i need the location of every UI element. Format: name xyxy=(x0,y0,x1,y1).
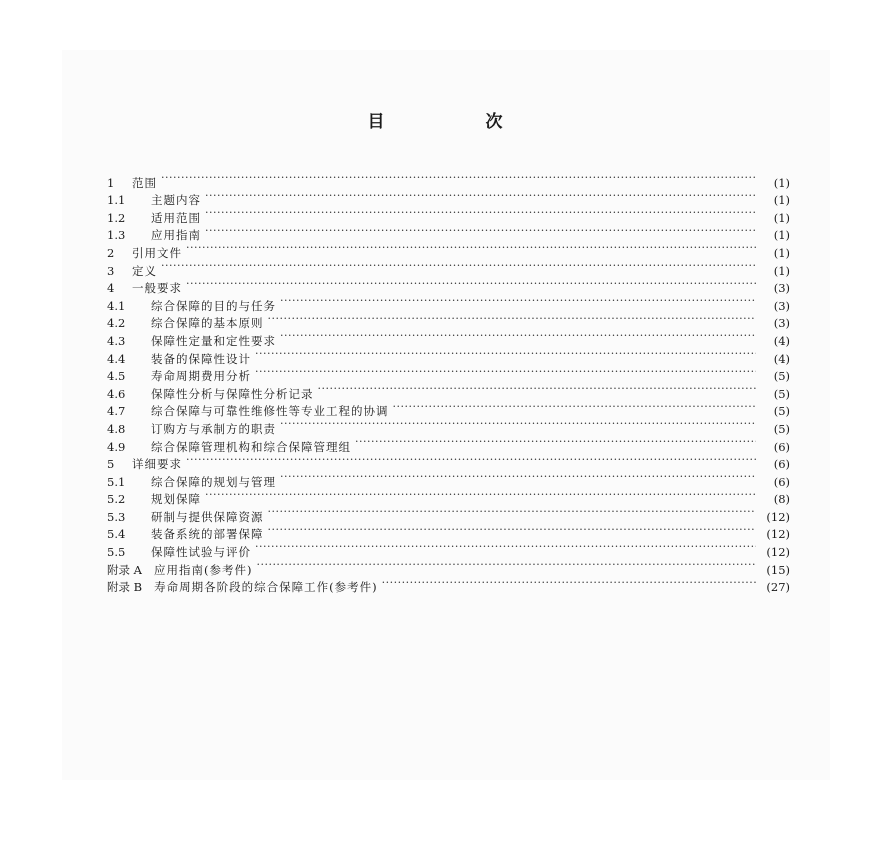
toc-entry-number: 4 xyxy=(107,281,115,296)
toc-entry-page: (5) xyxy=(773,386,790,401)
toc-entry-number: 4.2 xyxy=(107,316,126,331)
toc-entry-title: 定义 xyxy=(132,263,157,278)
dot-leader xyxy=(161,169,756,187)
toc-entry-number: 4.4 xyxy=(107,351,126,366)
toc-entry-page: (12) xyxy=(766,509,790,524)
toc-entry-page: (3) xyxy=(773,298,790,313)
toc-entry[interactable] xyxy=(107,222,790,243)
toc-entry-title: 寿命周期各阶段的综合保障工作(参考件) xyxy=(154,580,378,595)
toc-entry-page: (6) xyxy=(773,457,790,472)
toc-entry-title: 综合保障管理机构和综合保障管理组 xyxy=(151,439,351,454)
toc-entry-page: (1) xyxy=(773,210,790,225)
toc-entry-number: 4.1 xyxy=(107,298,126,313)
dot-leader xyxy=(393,398,757,416)
toc-entry[interactable] xyxy=(107,239,790,260)
toc-entry[interactable] xyxy=(107,486,790,507)
dot-leader xyxy=(268,503,757,521)
toc-title: 目 次 xyxy=(367,112,545,132)
toc-entry-number: 附录 B xyxy=(107,580,143,595)
toc-entry-number: 5 xyxy=(107,457,115,472)
toc-entry-number: 附录 A xyxy=(107,562,142,577)
toc-entry-page: (1) xyxy=(773,228,790,243)
toc-entry-page: (4) xyxy=(773,333,790,348)
toc-entry-number: 5.2 xyxy=(107,492,126,507)
dot-leader xyxy=(268,521,757,539)
toc-entry-page: (5) xyxy=(773,404,790,419)
toc-entry-number: 2 xyxy=(107,245,115,260)
toc-entry-title: 一般要求 xyxy=(132,281,182,296)
toc-entry-page: (15) xyxy=(766,562,790,577)
toc-entry-page: (27) xyxy=(766,580,790,595)
toc-entry-page: (8) xyxy=(773,492,790,507)
toc-entry-title: 装备系统的部署保障 xyxy=(151,527,264,542)
toc-entry-title: 寿命周期费用分析 xyxy=(151,369,251,384)
table-of-contents xyxy=(107,169,790,595)
toc-entry-title: 综合保障的规划与管理 xyxy=(151,474,276,489)
dot-leader xyxy=(280,327,756,345)
toc-entry[interactable] xyxy=(107,468,790,489)
toc-entry-page: (1) xyxy=(773,193,790,208)
toc-entry-number: 4.3 xyxy=(107,333,126,348)
toc-entry-page: (4) xyxy=(773,351,790,366)
toc-entry-number: 5.3 xyxy=(107,509,126,524)
toc-entry-number: 4.6 xyxy=(107,386,126,401)
toc-entry-title: 保障性定量和定性要求 xyxy=(151,333,276,348)
toc-entry[interactable] xyxy=(107,187,790,208)
toc-entry[interactable] xyxy=(107,257,790,278)
dot-leader xyxy=(205,204,756,222)
toc-entry-title: 综合保障的目的与任务 xyxy=(151,298,276,313)
dot-leader xyxy=(255,363,756,381)
dot-leader xyxy=(280,415,756,433)
toc-entry-title: 适用范围 xyxy=(151,210,201,225)
dot-leader xyxy=(186,451,756,469)
toc-entry-number: 5.1 xyxy=(107,474,126,489)
toc-entry-page: (3) xyxy=(773,316,790,331)
toc-entry-number: 5.5 xyxy=(107,545,126,560)
toc-entry-number: 4.8 xyxy=(107,421,126,436)
toc-entry-title: 研制与提供保障资源 xyxy=(151,509,264,524)
dot-leader xyxy=(186,239,756,257)
dot-leader xyxy=(161,257,756,275)
toc-entry[interactable] xyxy=(107,204,790,225)
dot-leader xyxy=(280,468,756,486)
toc-entry-number: 1.3 xyxy=(107,228,126,243)
dot-leader xyxy=(280,292,756,310)
toc-entry-title: 应用指南(参考件) xyxy=(153,562,253,577)
toc-entry[interactable] xyxy=(107,169,790,190)
toc-entry-title: 保障性分析与保障性分析记录 xyxy=(151,386,314,401)
toc-entry-page: (6) xyxy=(773,474,790,489)
toc-entry-page: (1) xyxy=(773,175,790,190)
toc-entry-number: 3 xyxy=(107,263,115,278)
toc-entry-title: 引用文件 xyxy=(132,245,182,260)
toc-entry-number: 4.5 xyxy=(107,369,126,384)
toc-entry-page: (3) xyxy=(773,281,790,296)
toc-entry[interactable] xyxy=(107,275,790,296)
dot-leader xyxy=(205,486,756,504)
dot-leader xyxy=(205,222,756,240)
toc-entry-number: 4.9 xyxy=(107,439,126,454)
toc-entry-title: 规划保障 xyxy=(151,492,201,507)
toc-entry-title: 范围 xyxy=(132,175,157,190)
toc-entry[interactable] xyxy=(107,503,790,524)
toc-entry-title: 装备的保障性设计 xyxy=(151,351,251,366)
toc-entry-number: 1.1 xyxy=(107,193,126,208)
toc-entry-page: (12) xyxy=(766,527,790,542)
toc-entry-number: 5.4 xyxy=(107,527,126,542)
dot-leader xyxy=(268,310,757,328)
toc-entry-title: 保障性试验与评价 xyxy=(151,545,251,560)
toc-entry-page: (1) xyxy=(773,263,790,278)
toc-entry-title: 主题内容 xyxy=(151,193,201,208)
dot-leader xyxy=(318,380,757,398)
dot-leader xyxy=(205,187,756,205)
toc-entry[interactable] xyxy=(107,292,790,313)
toc-entry-title: 详细要求 xyxy=(132,457,182,472)
toc-entry-number: 1 xyxy=(107,175,115,190)
toc-entry-title: 综合保障的基本原则 xyxy=(151,316,264,331)
toc-entry-number: 4.7 xyxy=(107,404,126,419)
toc-entry-page: (1) xyxy=(773,245,790,260)
dot-leader xyxy=(256,556,756,574)
toc-entry-page: (5) xyxy=(773,369,790,384)
dot-leader xyxy=(382,574,756,592)
dot-leader xyxy=(255,538,756,556)
toc-entry-title: 应用指南 xyxy=(151,228,201,243)
dot-leader xyxy=(355,433,756,451)
toc-entry-page: (12) xyxy=(766,545,790,560)
dot-leader xyxy=(255,345,756,363)
toc-entry-number: 1.2 xyxy=(107,210,126,225)
toc-entry-title: 综合保障与可靠性维修性等专业工程的协调 xyxy=(151,404,389,419)
toc-entry-title: 订购方与承制方的职责 xyxy=(151,421,276,436)
dot-leader xyxy=(186,275,756,293)
toc-entry-page: (6) xyxy=(773,439,790,454)
toc-entry-page: (5) xyxy=(773,421,790,436)
toc-entry[interactable] xyxy=(107,451,790,472)
